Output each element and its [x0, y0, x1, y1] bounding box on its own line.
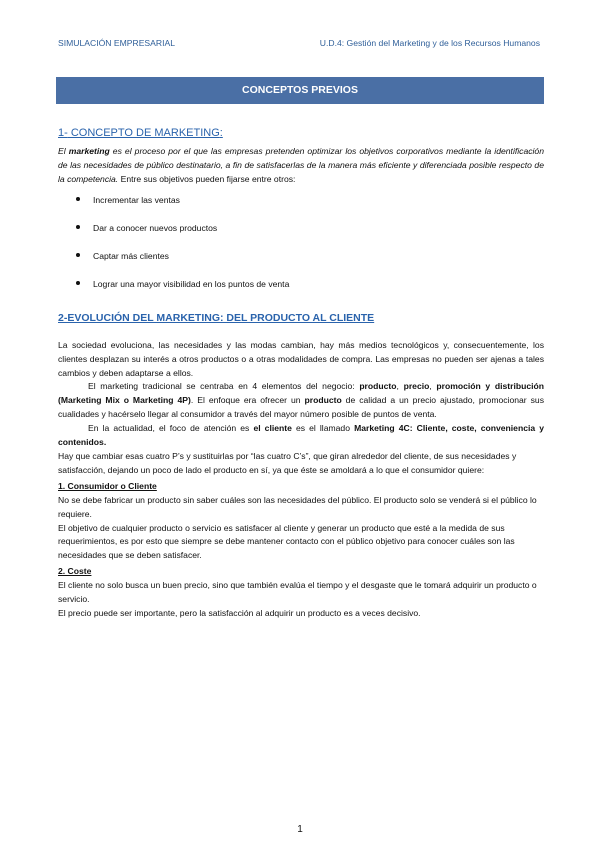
section-banner: CONCEPTOS PREVIOS [56, 77, 544, 104]
running-header-left: SIMULACIÓN EMPRESARIAL [58, 38, 175, 48]
definition-text: es el proceso por el que las empresas pretenden optimizar los objetivos corporativos mediante la identificación de las necesidades de público destinatario, a fin de satisfacerlas de la manera más eficiente y diferenciada posible respecto de la competencia. [58, 146, 544, 184]
text-run: El marketing tradicional se centraba en 4 elementos del negocio: [88, 381, 360, 392]
paragraph-cost-2: El precio puede ser importante, pero la satisfacción al adquirir un producto es a veces decisivo. [58, 607, 421, 618]
text-run-bold: precio [403, 381, 430, 392]
section-1-colon: : [219, 127, 223, 139]
text-run: , [396, 381, 404, 392]
definition-tail: Entre sus objetivos pueden fijarse entre otros: [118, 173, 296, 184]
text-run: . El enfoque era ofrecer un [190, 395, 305, 406]
paragraph-consumer-2: El objetivo de cualquier producto o servicio es satisfacer al cliente y generar un producto que esté a la medida de sus requerimientos, es por esto que siempre se debe mantener contacto con el público objetivo para conocer cuáles son las necesidades que se deben satisfacer. [58, 522, 515, 561]
text-run: es el llamado [291, 423, 355, 434]
text-run-bold: el cliente [253, 423, 292, 434]
page-number: 1 [297, 824, 303, 835]
page-body [58, 126, 544, 621]
section-1-title: CONCEPTO DE MARKETING [67, 127, 220, 139]
list-item: Captar más clientes [58, 249, 544, 277]
text-run-bold: producto [359, 381, 397, 392]
text-run-bold: promoción y distribución (Marketing Mix o Marketing 4P) [58, 381, 545, 406]
list-item: Incrementar las ventas [58, 193, 544, 221]
section-2-heading: 2-EVOLUCIÓN DEL MARKETING: DEL PRODUCTO AL CLIENTE [58, 311, 375, 324]
list-item: Dar a conocer nuevos productos [58, 221, 544, 249]
paragraph-four-cs: Hay que cambiar esas cuatro P’s y sustituirlas por “las cuatro C’s”, que giran alrededor del cliente, de sus necesidades y satisfacción, dejando un poco de lado el producto en sí, ya que éste se amoldará a lo que el consumidor quiere: [58, 450, 517, 475]
section-1-heading [58, 126, 544, 141]
definition-intro: El [58, 146, 69, 156]
text-run-bold: Marketing 4C: Cliente, coste, conveniencia y contenidos. [58, 423, 544, 448]
paragraph-consumer-1: No se debe fabricar un producto sin saber cuáles son las necesidades del público. El producto solo se venderá si el público lo requiere. [58, 494, 537, 519]
marketing-definition [58, 145, 544, 187]
list-item: Lograr una mayor visibilidad en los puntos de venta [58, 277, 544, 305]
objectives-list [58, 193, 544, 305]
text-run: , [429, 381, 437, 392]
text-run: de calidad a un precio ajustado, promocionar sus cualidades y hacérselo llegar al consumidor a través del mayor número posible de puntos de venta. [58, 395, 544, 420]
paragraph-cost-1: El cliente no solo busca un buen precio, sino que también evalúa el tiempo y el desgaste que le tomará adquirir un producto o servicio. [58, 580, 537, 605]
definition-term: marketing [68, 146, 110, 156]
paragraph-society: La sociedad evoluciona, las necesidades y las modas cambian, hay más medios tecnológicos y, consecuentemente, los clientes desplazan su interés a otros productos o a otras modalidades de compra. Las empresas no pueden ser ajenas a tales cambios y deben adaptarse a ellos. [58, 339, 544, 378]
subheading-consumer: 1. Consumidor o Cliente [58, 480, 157, 491]
text-run: En la actualidad, el foco de atención es [88, 423, 254, 434]
running-header-right: U.D.4: Gestión del Marketing y de los Recursos Humanos [319, 38, 540, 48]
subheading-cost: 2. Coste [58, 566, 92, 577]
paragraph-current-focus [58, 422, 544, 450]
text-run-bold: producto [304, 395, 342, 406]
section-1-number: 1- [58, 127, 68, 139]
paragraph-traditional-marketing [58, 380, 544, 422]
